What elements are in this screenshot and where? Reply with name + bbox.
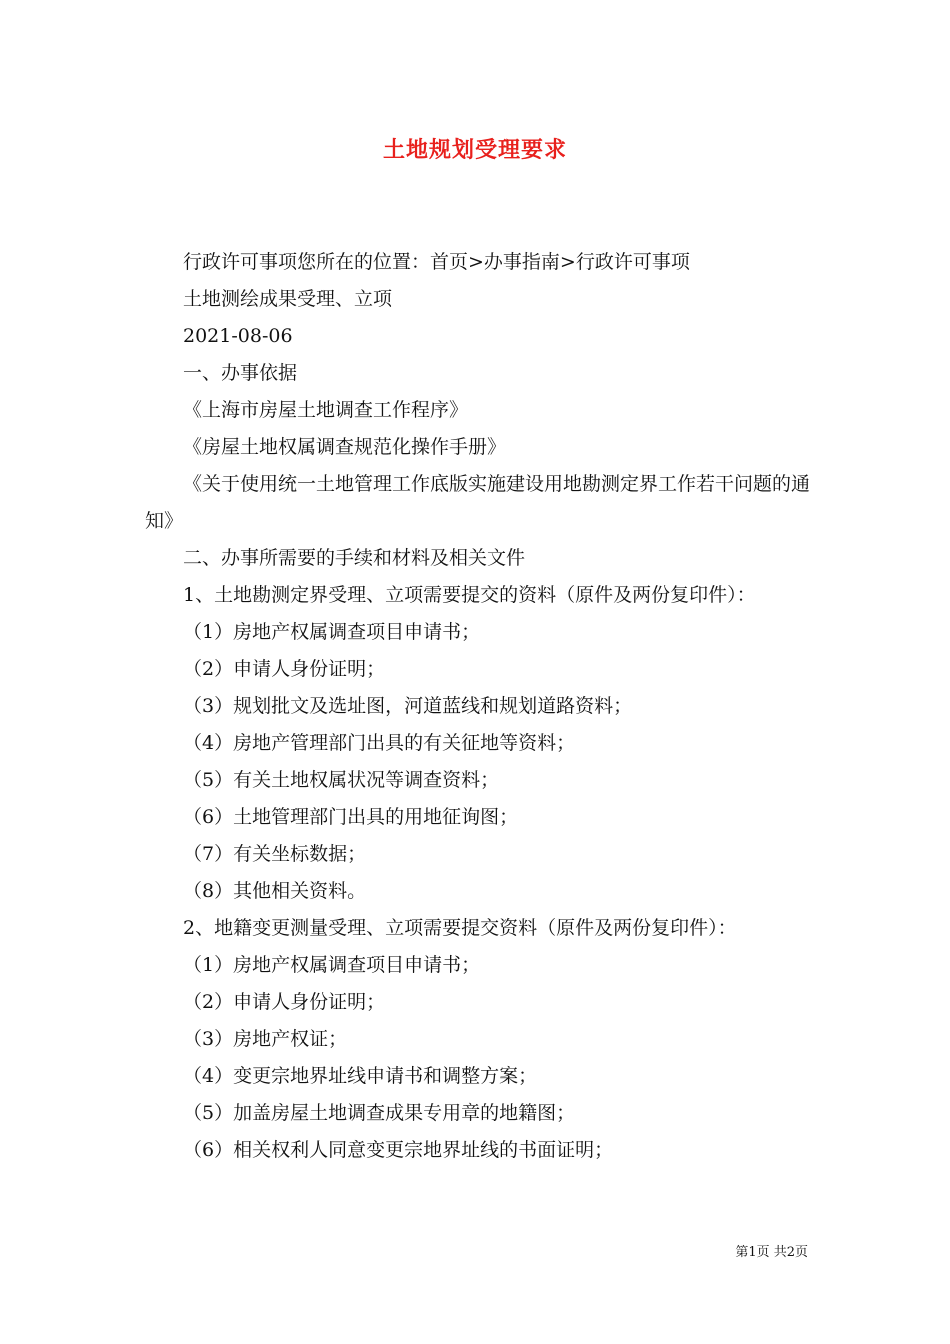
breadcrumb-line: 行政许可事项您所在的位置：首页>办事指南>行政许可事项 [183, 251, 690, 273]
list-item: （4）房地产管理部门出具的有关征地等资料； [183, 732, 576, 754]
list-item: （7）有关坐标数据； [183, 843, 367, 865]
list-item: （5）有关土地权属状况等调查资料； [183, 769, 500, 791]
list-item: （4）变更宗地界址线申请书和调整方案； [183, 1065, 538, 1087]
section-heading: 一、办事依据 [183, 362, 298, 384]
basis-item: 《关于使用统一土地管理工作底版实施建设用地勘测定界工作若干问题的通知》 [145, 473, 811, 532]
basis-item: 《房屋土地权属调查规范化操作手册》 [183, 436, 507, 458]
list-item: （1）房地产权属调查项目申请书； [183, 621, 481, 643]
list-item: （6）土地管理部门出具的用地征询图； [183, 806, 519, 828]
list-item: （1）房地产权属调查项目申请书； [183, 954, 481, 976]
list-item: （5）加盖房屋土地调查成果专用章的地籍图； [183, 1102, 576, 1124]
list-item: （3）房地产权证； [183, 1028, 348, 1050]
page-title: 土地规划受理要求 [382, 137, 567, 163]
page-number: 第1页 共2页 [735, 1245, 808, 1260]
item-title: 土地测绘成果受理、立项 [183, 288, 393, 310]
list-item: （2）申请人身份证明； [183, 991, 386, 1013]
publish-date: 2021-08-06 [183, 325, 293, 347]
list-item: （3）规划批文及选址图，河道蓝线和规划道路资料； [183, 695, 633, 717]
subsection-heading: 2、地籍变更测量受理、立项需要提交资料（原件及两份复印件）： [183, 917, 737, 939]
list-item: （8）其他相关资料。 [183, 880, 367, 902]
basis-item: 《上海市房屋土地调查工作程序》 [183, 399, 469, 421]
subsection-heading: 1、土地勘测定界受理、立项需要提交的资料（原件及两份复印件）： [183, 584, 756, 606]
section-heading: 二、办事所需要的手续和材料及相关文件 [183, 547, 526, 569]
document-body [145, 244, 813, 1169]
list-item: （2）申请人身份证明； [183, 658, 386, 680]
list-item: （6）相关权利人同意变更宗地界址线的书面证明； [183, 1139, 614, 1161]
